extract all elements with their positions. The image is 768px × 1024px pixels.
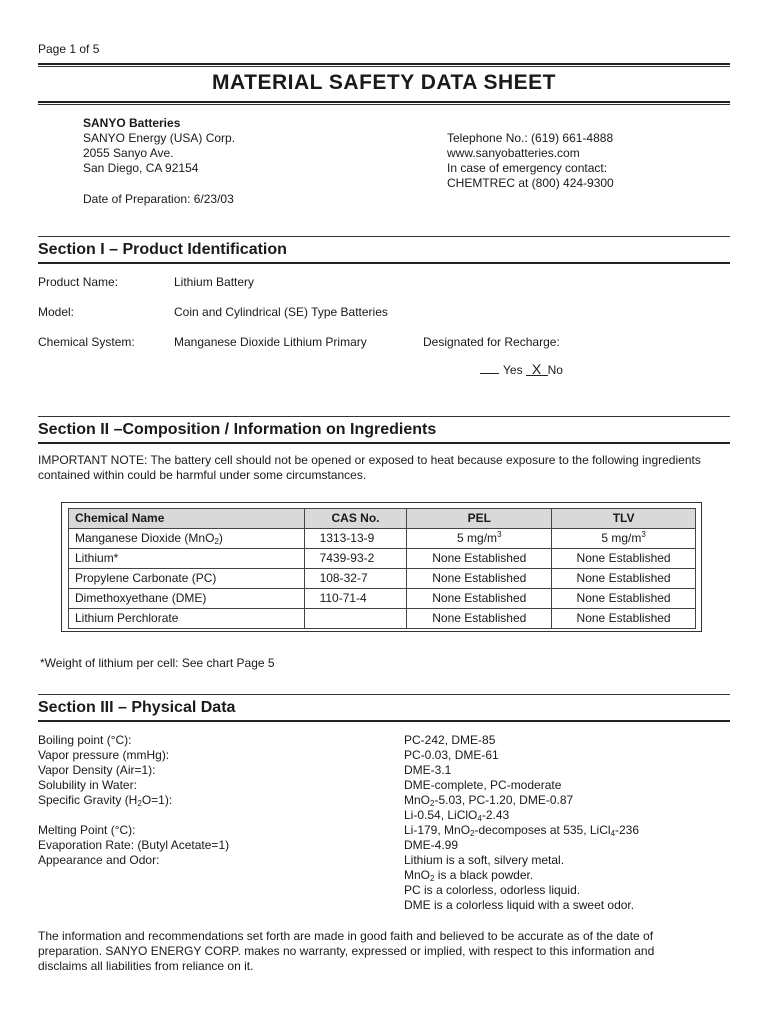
section3-rule-bottom [38, 720, 730, 722]
document-title: MATERIAL SAFETY DATA SHEET [212, 71, 556, 94]
cell-name: Propylene Carbonate (PC) [69, 569, 305, 589]
title-rule [38, 101, 730, 103]
boiling-label: Boiling point (°C): [38, 733, 132, 747]
company-name: SANYO Batteries [83, 116, 181, 130]
physical-data-values [404, 733, 734, 913]
table-row [69, 529, 696, 549]
physical-data-labels [38, 733, 368, 868]
note-line-1: IMPORTANT NOTE: The battery cell should not be opened or exposed to heat because exposure to the following ingredients [38, 453, 701, 467]
section1-rule-top [38, 236, 730, 237]
yes-blank [480, 362, 499, 374]
top-rule-thin [38, 66, 730, 67]
product-name-label: Product Name: [38, 275, 119, 289]
title-rule-thin [38, 104, 730, 105]
contact-chemtrec: CHEMTREC at (800) 424-9300 [447, 176, 614, 190]
model-label: Model: [38, 305, 75, 319]
model-value: Coin and Cylindrical (SE) Type Batteries [174, 305, 388, 319]
gravity-value-2: Li-0.54, LiClO$_4$-2.43 [404, 808, 510, 823]
cell-name: Dimethoxyethane (DME) [69, 589, 305, 609]
section2-rule-bottom [38, 442, 730, 444]
cell-tlv: None Established [552, 609, 696, 629]
cell-tlv: None Established [552, 589, 696, 609]
table-row [69, 609, 696, 629]
vapor-density-label: Vapor Density (Air=1): [38, 763, 156, 777]
company-corp: SANYO Energy (USA) Corp. [83, 131, 236, 145]
cell-name: Lithium Perchlorate [69, 609, 305, 629]
contact-website: www.sanyobatteries.com [447, 146, 580, 160]
disclaimer-line-1: The information and recommendations set forth are made in good faith and believed to be accurate as of the date of [38, 929, 654, 943]
cell-cas: 110-71-4 [304, 589, 407, 609]
header-cas: CAS No. [304, 509, 407, 529]
cell-tlv: 5 $mg/m^3$ [552, 529, 696, 549]
appearance-value-3: PC is a colorless, odorless liquid. [404, 883, 581, 897]
cell-pel: None Established [407, 609, 552, 629]
chemical-system-label: Chemical System: [38, 335, 135, 349]
vapor-pressure-value: PC-0.03, DME-61 [404, 748, 499, 762]
evaporation-value: DME-4.99 [404, 838, 459, 852]
company-city: San Diego, CA 92154 [83, 161, 199, 175]
appearance-value-2: MnO$_2$ is a black powder. [404, 868, 534, 883]
cell-cas: 7439-93-2 [304, 549, 407, 569]
section2-rule-top [38, 416, 730, 417]
table-row [69, 549, 696, 569]
company-block [83, 116, 235, 176]
solubility-label: Solubility in Water: [38, 778, 137, 792]
no-label: No [547, 363, 563, 377]
cell-pel: None Established [407, 569, 552, 589]
disclaimer-line-2: preparation. SANYO ENERGY CORP. makes no warranty, expressed or implied, with respect to this information and [38, 944, 655, 958]
contact-emergency: In case of emergency contact: [447, 161, 608, 175]
table-row [69, 589, 696, 609]
product-name-value: Lithium Battery [174, 275, 255, 289]
appearance-value-1: Lithium is a soft, silvery metal. [404, 853, 565, 867]
cell-pel: 5 $mg/m^3$ [407, 529, 552, 549]
cell-pel: None Established [407, 549, 552, 569]
table-row [69, 569, 696, 589]
vapor-pressure-label: Vapor pressure (mmHg): [38, 748, 170, 762]
boiling-value: PC-242, DME-85 [404, 733, 496, 747]
company-street: 2055 Sanyo Ave. [83, 146, 174, 160]
cell-cas [304, 609, 407, 629]
section1-title: Section I – Product Identification [38, 241, 287, 258]
melting-label: Melting Point (°C): [38, 823, 136, 837]
appearance-label: Appearance and Odor: [38, 853, 160, 867]
section3-rule-top [38, 694, 730, 695]
cell-pel: None Established [407, 589, 552, 609]
date-of-preparation: Date of Preparation: 6/23/03 [83, 192, 234, 206]
gravity-value-1: MnO$_2$-5.03, PC-1.20, DME-0.87 [404, 793, 574, 808]
cell-tlv: None Established [552, 569, 696, 589]
section3-title: Section III – Physical Data [38, 699, 236, 716]
cell-tlv: None Established [552, 549, 696, 569]
page-number: Page 1 of 5 [38, 42, 100, 56]
top-rule [38, 63, 730, 65]
important-note [38, 453, 738, 483]
table-header-row [69, 509, 696, 529]
header-chemical-name: Chemical Name [69, 509, 305, 529]
lithium-footnote: *Weight of lithium per cell: See chart Page 5 [40, 656, 275, 670]
recharge-label: Designated for Recharge: [423, 335, 560, 349]
contact-telephone: Telephone No.: (619) 661-4888 [447, 131, 614, 145]
section1-rule-bottom [38, 262, 730, 264]
cell-name: Manganese Dioxide (MnO$_2$) [69, 529, 305, 549]
appearance-value-4: DME is a colorless liquid with a sweet odor. [404, 898, 635, 912]
melting-value: Li-179, MnO$_2$-decomposes at 535, LiCl$_4$-236 [404, 823, 640, 838]
evaporation-label: Evaporation Rate: (Butyl Acetate=1) [38, 838, 230, 852]
contact-block [447, 131, 614, 191]
header-tlv: TLV [552, 509, 696, 529]
disclaimer-line-3: disclaims all liabilities from reliance on it. [38, 959, 254, 973]
gravity-label: Specific Gravity $(H_2O=1)$: [38, 793, 173, 808]
ingredients-table [68, 508, 696, 629]
cell-cas: 108-32-7 [304, 569, 407, 589]
solubility-value: DME-complete, PC-moderate [404, 778, 562, 792]
note-line-2: contained within could be harmful under some circumstances. [38, 468, 367, 482]
cell-name: Lithium* [69, 549, 305, 569]
yes-label: Yes [503, 363, 523, 377]
disclaimer [38, 929, 730, 974]
recharge-yes-no [480, 362, 563, 378]
chemical-system-value: Manganese Dioxide Lithium Primary [174, 335, 367, 349]
cell-cas: 1313-13-9 [304, 529, 407, 549]
header-pel: PEL [407, 509, 552, 529]
section2-title: Section II –Composition / Information on Ingredients [38, 421, 437, 438]
vapor-density-value: DME-3.1 [404, 763, 452, 777]
no-mark: X [526, 363, 548, 376]
